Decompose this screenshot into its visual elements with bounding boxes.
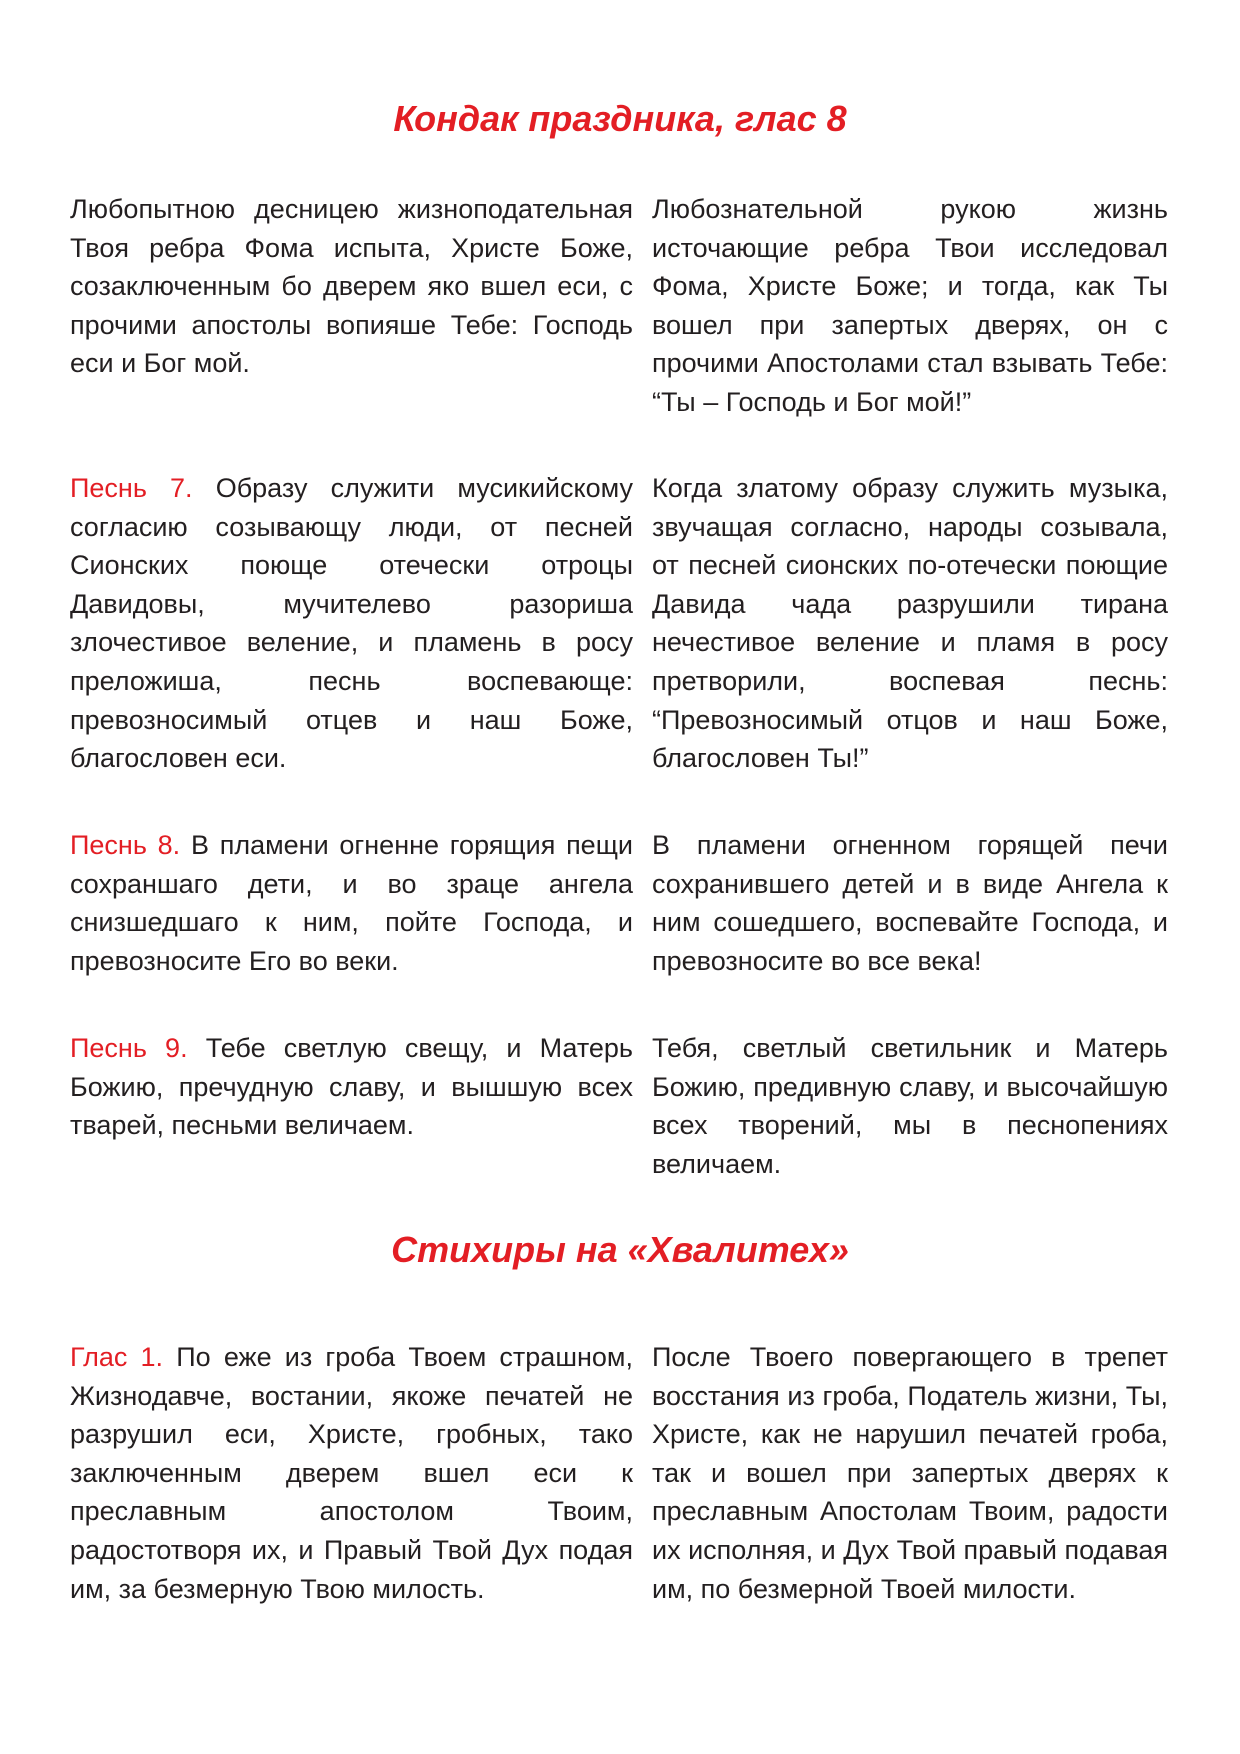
slavonic-text — [70, 826, 633, 980]
slavonic-text — [70, 1029, 633, 1183]
slavonic-verse: Любопытною десницею жизноподательная Твоя ребра Фома испыта, Христе Боже, созаключенным бо дверем яко вшел еси, с прочими апостолы вопияше Тебе: Господь еси и Бог мой. — [70, 194, 633, 379]
verse-label: Песнь 8. — [70, 830, 181, 860]
stichera-heading: Стихиры на «Хвалитех» — [391, 1229, 849, 1270]
russian-text: Тебя, светлый светильник и Матерь Божию, предивную славу, и высочайшую всех творений, мы в песнопениях величаем. — [652, 1033, 1168, 1179]
russian-text: После Твоего повергающего в трепет восстания из гроба, Податель жизни, Ты, Христе, как не нарушил печатей гроба, так и вошел при запертых дверях к преславным Апостолам Твоим, радости их исполняя, и Дух Твой правый подавая им, по безмерной Твоей милости. — [652, 1342, 1169, 1604]
russian-text: Когда златому образу служить музыка, звучащая согласно, народы созывала, от песней сионских по-отечески поющие Давида чада разрушили тирана нечестивое веление и пламя в росу претворили, воспевая песнь: “Превозносимый отцов и наш Боже, благословен Ты!” — [652, 473, 1168, 774]
verse-label: Песнь 7. — [70, 473, 193, 503]
slavonic-verse: По еже из гроба Твоем страшном, Жизнодавче, востании, якоже печатей не разрушил еси, Христе, гробных, тако заключенным дверем вшел еси к преславным апостолом Твоим, радостотворя их, и Правый Твой Дух подая им, за безмерную Твою милость. — [70, 1342, 633, 1604]
tone-1-block — [70, 1338, 1168, 1608]
russian-text: В пламени огненном горящей печи сохранившего детей и в виде Ангела к ним сошедшего, воспевайте Господа, и превозносите во все века! — [652, 830, 1168, 976]
song-7-block — [70, 469, 1168, 778]
song-9-block — [70, 1029, 1168, 1183]
russian-text: Любознательной рукою жизнь источающие ребра Твои исследовал Фома, Христе Боже; и тогда, как Ты вошел при запертых дверях, он с прочими Апостолами стал взывать Тебе: “Ты – Господь и Бог мой!” — [652, 194, 1168, 417]
slavonic-verse: Тебе светлую свещу, и Матерь Божию, пречудную славу, и вышшую всех тварей, песньми величаем. — [70, 1033, 633, 1141]
kondak-heading: Кондак праздника, глас 8 — [393, 98, 847, 139]
slavonic-text — [70, 1338, 633, 1608]
slavonic-text — [70, 469, 633, 778]
slavonic-text — [70, 190, 633, 422]
slavonic-verse: Образу служити мусикийскому согласию созывающу люди, от песней Сионских поюще отечески отроцы Давидовы, мучителево разориша злочестивое веление, и пламень в росу преложиша, песнь воспевающе: превозносимый отцев и наш Боже, благословен еси. — [70, 473, 634, 774]
slavonic-verse: В пламени огненне горящия пещи сохраншаго дети, и во зраце ангела снизшедшаго к ним, пойте Господа, и превозносите Его во веки. — [70, 830, 633, 976]
song-8-block — [70, 826, 1168, 980]
kondak-block — [70, 190, 1168, 422]
verse-label: Глас 1. — [70, 1342, 164, 1372]
verse-label: Песнь 9. — [70, 1033, 188, 1063]
